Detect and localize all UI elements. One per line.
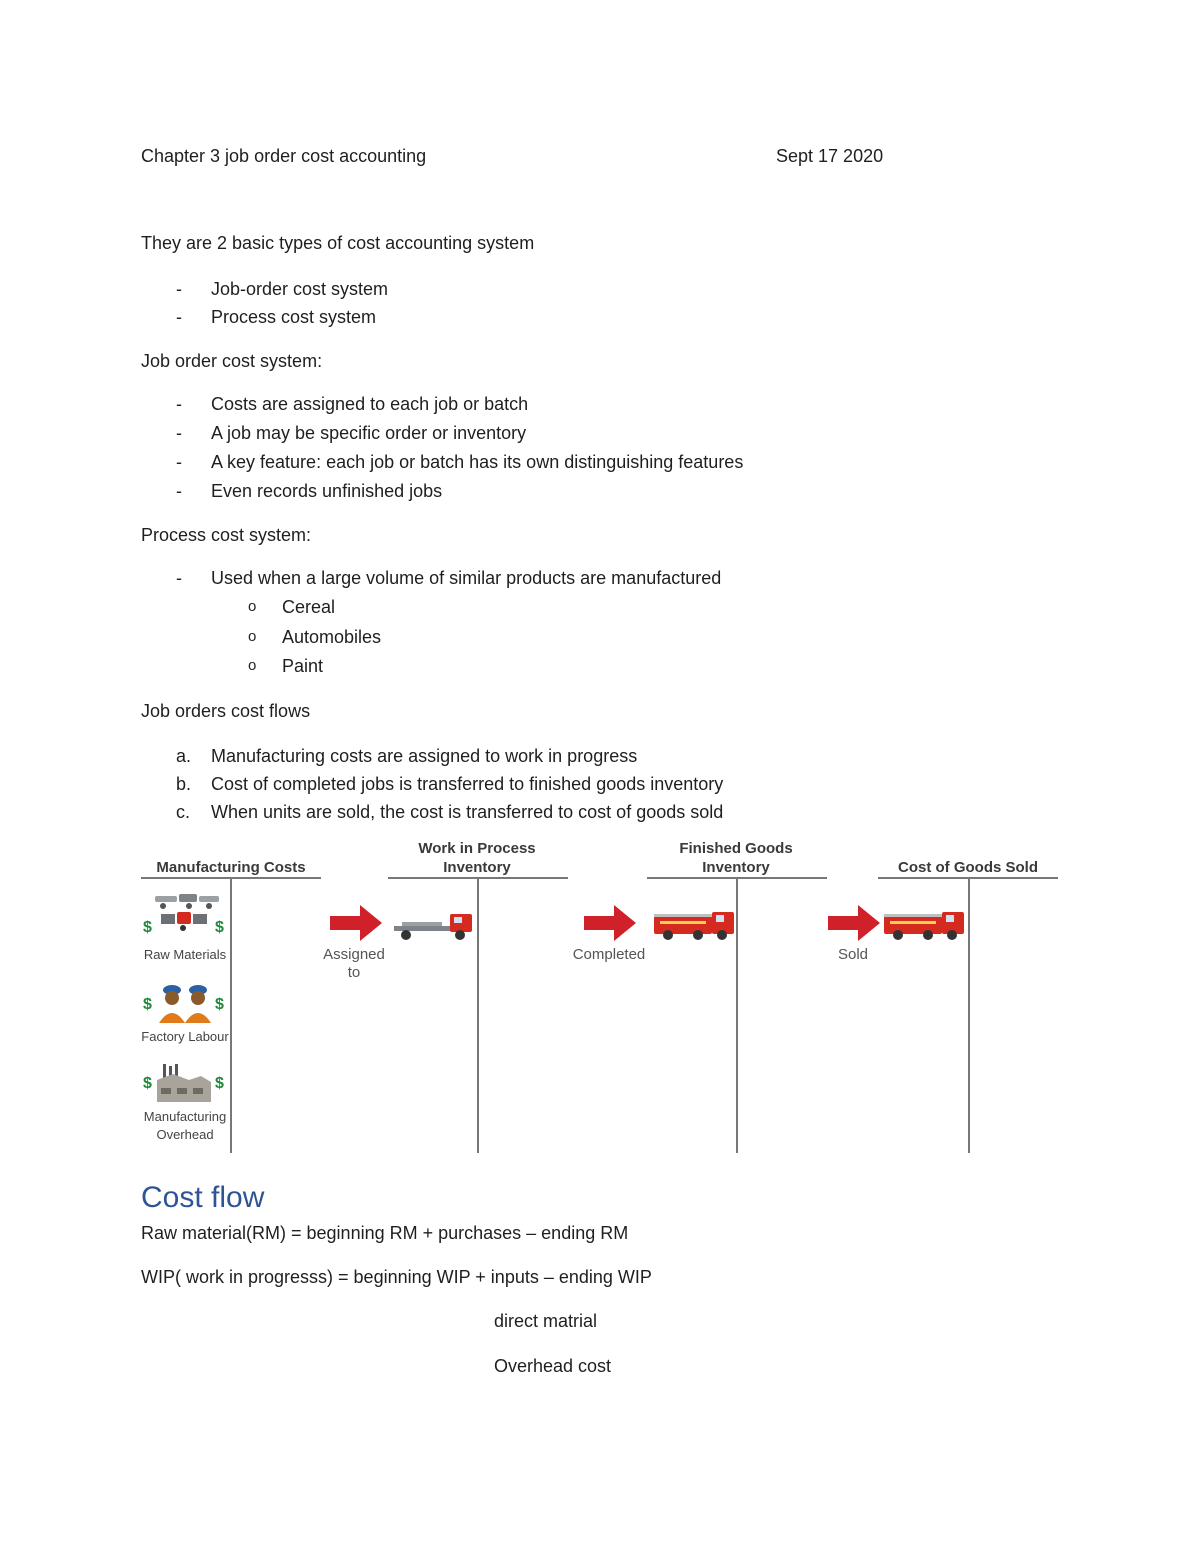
job-order-item-3: A key feature: each job or batch has its own distinguishing features [211, 452, 744, 472]
job-order-heading: Job order cost system: [141, 351, 323, 371]
intro-text: They are 2 basic types of cost accounting system [141, 233, 535, 253]
flows-item-2: Cost of completed jobs is transferred to finished goods inventory [211, 774, 724, 794]
dash-bullet: - [176, 452, 182, 472]
sold-label: Sold [837, 946, 869, 963]
fire-truck-icon [652, 908, 736, 942]
arrow-right-icon [330, 905, 382, 941]
type-item-2: Process cost system [211, 307, 377, 327]
svg-text:$: $ [215, 996, 224, 1013]
svg-text:$: $ [143, 996, 152, 1013]
circle-bullet: o [248, 657, 257, 674]
raw-materials-label: Raw Materials [143, 947, 227, 962]
dash-bullet: - [176, 394, 182, 414]
factory-labour-icon [141, 983, 229, 1025]
document-date: Sept 17 2020 [776, 146, 884, 166]
direct-material-text: direct matrial [494, 1311, 598, 1331]
job-order-item-4: Even records unfinished jobs [211, 481, 443, 501]
svg-text:$: $ [215, 919, 224, 936]
dash-bullet: - [176, 481, 182, 501]
assigned-label-1: Assigned [323, 946, 385, 963]
process-example-2: Automobiles [282, 627, 382, 647]
t-account-stem [736, 877, 738, 1153]
col-fg-line2: Inventory [702, 859, 770, 876]
overhead-cost-text: Overhead cost [494, 1356, 612, 1376]
cost-flow-heading: Cost flow [141, 1181, 265, 1214]
dash-bullet: - [176, 568, 182, 588]
col-wip-line1: Work in Process [418, 840, 536, 857]
job-order-item-1: Costs are assigned to each job or batch [211, 394, 529, 414]
flows-letter-c: c. [176, 802, 191, 822]
factory-building-icon [141, 1062, 229, 1104]
t-account-stem [477, 877, 479, 1153]
col-wip-line2: Inventory [443, 859, 511, 876]
col-fg-line1: Finished Goods [679, 840, 793, 857]
arrow-right-icon [584, 905, 636, 941]
dash-bullet: - [176, 307, 182, 327]
dash-bullet: - [176, 423, 182, 443]
dash-bullet: - [176, 279, 182, 299]
svg-text:$: $ [143, 919, 152, 936]
process-example-1: Cereal [282, 597, 336, 617]
flows-item-3: When units are sold, the cost is transferred to cost of goods sold [211, 802, 724, 822]
assigned-label-2: to [347, 964, 361, 981]
flows-letter-b: b. [176, 774, 192, 794]
flows-letter-a: a. [176, 746, 192, 766]
svg-text:$: $ [215, 1075, 224, 1092]
arrow-right-icon [828, 905, 880, 941]
overhead-label-2: Overhead [156, 1127, 214, 1142]
process-example-3: Paint [282, 656, 324, 676]
partial-truck-icon [392, 910, 476, 942]
overhead-label-1: Manufacturing [143, 1109, 227, 1124]
process-item: Used when a large volume of similar products are manufactured [211, 568, 722, 588]
job-order-item-2: A job may be specific order or inventory [211, 423, 527, 443]
equation-raw-material: Raw material(RM) = beginning RM + purchases – ending RM [141, 1223, 629, 1243]
flows-heading: Job orders cost flows [141, 701, 311, 721]
equation-wip: WIP( work in progresss) = beginning WIP + inputs – ending WIP [141, 1267, 652, 1287]
process-heading: Process cost system: [141, 525, 312, 545]
type-item-1: Job-order cost system [211, 279, 389, 299]
completed-label: Completed [572, 946, 646, 963]
flows-item-1: Manufacturing costs are assigned to work in progress [211, 746, 638, 766]
circle-bullet: o [248, 628, 257, 645]
svg-text:$: $ [143, 1075, 152, 1092]
col-cogs: Cost of Goods Sold [898, 859, 1038, 876]
raw-materials-icon [141, 888, 229, 944]
col-manufacturing-costs: Manufacturing Costs [156, 859, 306, 876]
document-title: Chapter 3 job order cost accounting [141, 146, 427, 166]
t-account-stem [968, 877, 970, 1153]
circle-bullet: o [248, 598, 257, 615]
fire-truck-icon [882, 908, 966, 942]
factory-labour-label: Factory Labour [141, 1029, 229, 1044]
